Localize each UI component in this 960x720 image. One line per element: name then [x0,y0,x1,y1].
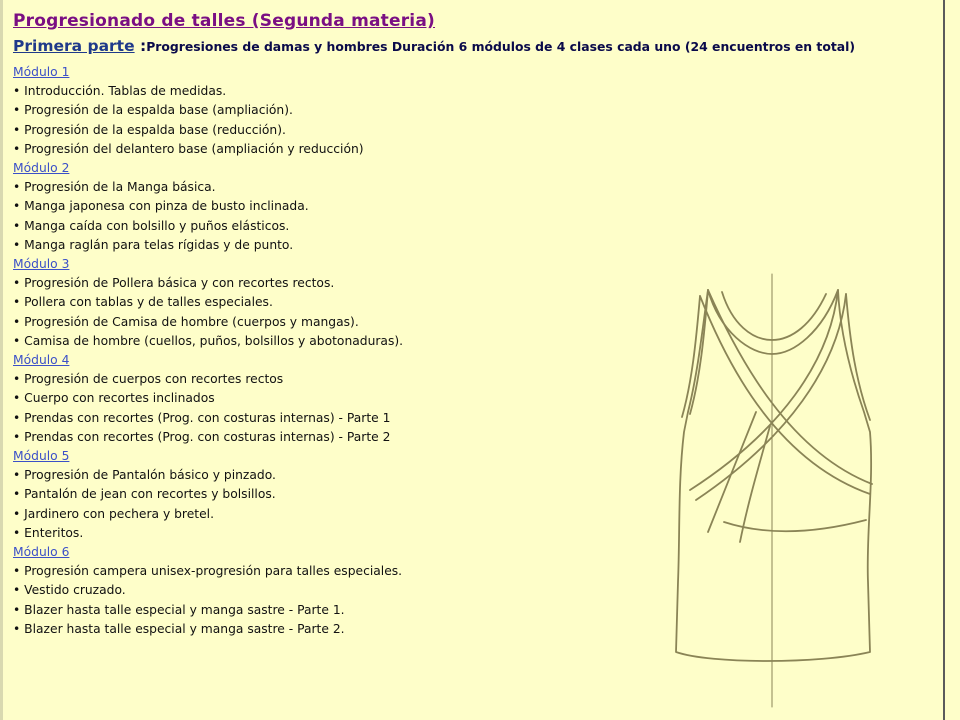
module-5-item: • Jardinero con pechera y bretel. [13,506,214,521]
right-border [943,0,945,720]
module-5-item: • Enteritos. [13,525,84,540]
module-6-item: • Blazer hasta talle especial y manga sastre - Parte 2. [13,621,345,636]
module-4-item: • Cuerpo con recortes inclinados [13,391,215,406]
module-1 [13,63,933,159]
module-1-item: • Progresión de la espalda base (reducción). [13,122,286,137]
module-1-item: • Introducción. Tablas de medidas. [13,84,227,99]
module-6-link[interactable]: Módulo 6 [13,545,70,560]
module-3-item: • Progresión de Camisa de hombre (cuerpos y mangas). [13,314,359,329]
module-6-item: • Blazer hasta talle especial y manga sastre - Parte 1. [13,602,345,617]
module-2-item: • Manga raglán para telas rígidas y de punto. [13,237,294,252]
subtitle [13,34,933,59]
module-2-item: • Progresión de la Manga básica. [13,180,216,195]
module-6-item: • Progresión campera unisex-progresión para talles especiales. [13,564,403,579]
sleeveless-wrap-top-sketch-icon [660,262,885,714]
module-4-item: • Progresión de cuerpos con recortes rectos [13,372,284,387]
module-5-item: • Pantalón de jean con recortes y bolsillos. [13,487,276,502]
module-4-item: • Prendas con recortes (Prog. con costuras internas) - Parte 2 [13,429,391,444]
module-1-link[interactable]: Módulo 1 [13,65,70,79]
module-2-link[interactable]: Módulo 2 [13,161,70,176]
page-title: Progresionado de talles (Segunda materia) [13,11,435,31]
module-3-item: • Camisa de hombre (cuellos, puños, bolsillos y abotonaduras). [13,333,404,348]
left-border [0,0,3,720]
subtitle-lead: Primera parte [13,37,135,55]
module-3-item: • Progresión de Pollera básica y con recortes rectos. [13,276,335,291]
module-3-item: • Pollera con tablas y de talles especiales. [13,295,273,310]
module-2-item: • Manga japonesa con pinza de busto inclinada. [13,199,309,214]
module-5-link[interactable]: Módulo 5 [13,449,70,464]
module-1-item: • Progresión de la espalda base (ampliación). [13,103,293,118]
module-2 [13,159,933,255]
module-5-item: • Progresión de Pantalón básico y pinzado. [13,468,276,483]
module-1-item: • Progresión del delantero base (ampliación y reducción) [13,141,364,156]
module-2-item: • Manga caída con bolsillo y puños elásticos. [13,218,290,233]
subtitle-separator: : [134,37,147,55]
module-6-item: • Vestido cruzado. [13,583,126,598]
subtitle-description: Progresiones de damas y hombres Duración 6 módulos de 4 clases cada uno (24 encuentros en total) [146,39,856,54]
module-3-link[interactable]: Módulo 3 [13,257,70,272]
module-4-link[interactable]: Módulo 4 [13,353,70,368]
module-4-item: • Prendas con recortes (Prog. con costuras internas) - Parte 1 [13,410,391,425]
